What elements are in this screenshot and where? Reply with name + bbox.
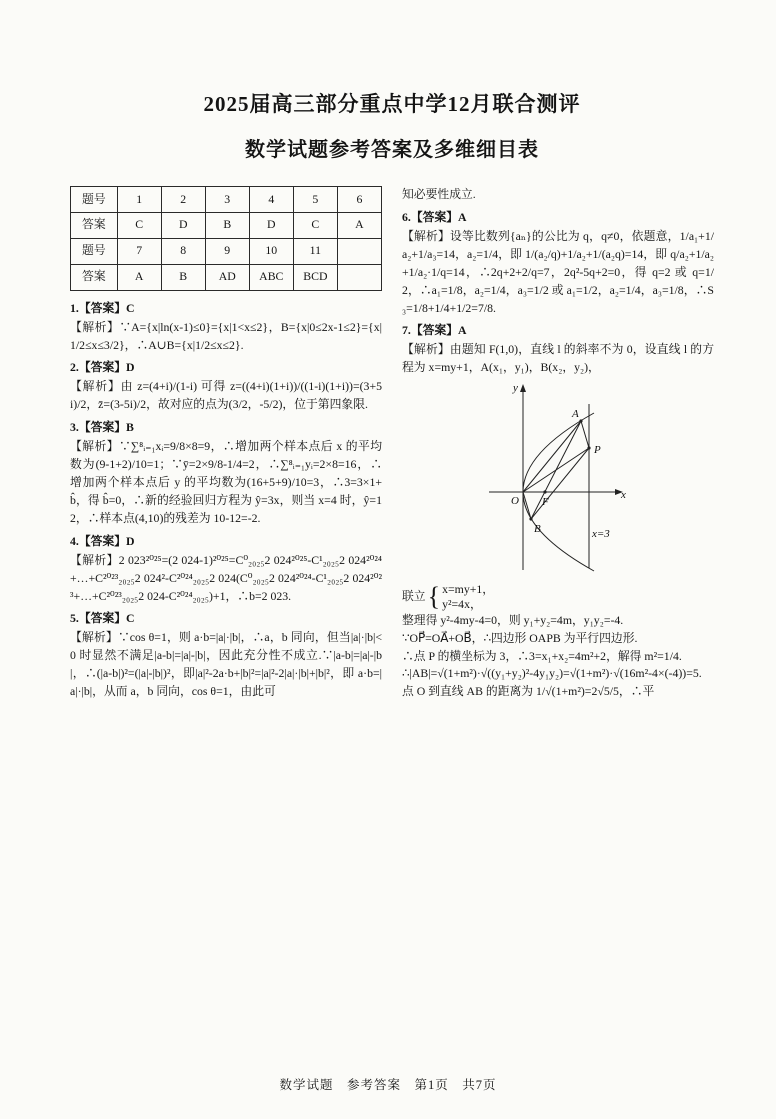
segment-pb [531,448,589,519]
table-cell: 3 [205,187,249,213]
point-a-dot [579,420,582,423]
answer-line: 4.【答案】D [70,533,135,548]
answer-table-row [71,238,382,264]
two-column-layout [70,186,714,701]
point-a-label: A [572,408,579,421]
title-line-1: 2025届高三部分重点中学12月联合测评 [203,92,581,116]
analysis-text: ∵OP⃗=OA⃗+OB⃗，∴四边形 OAPB 为平行四边形. [402,630,638,645]
table-header-cell: 答案 [71,212,118,238]
system-prefix: 联立 [402,588,426,603]
point-p-dot [587,447,590,450]
table-cell: AD [205,264,249,290]
table-cell: 6 [337,187,381,213]
equation-system [402,582,714,629]
parabola-figure [402,380,714,580]
table-cell: 8 [161,238,205,264]
point-p-label: P [594,444,601,457]
analysis-text: 【解析】∵A={x|ln(x-1)≤0}={x|1<x≤2}，B={x|0≤2x-1≤2}={x|1/2≤x≤3/2}，∴A∪B={x|1/2≤x≤2}. [70,319,382,352]
segment-oa [523,421,581,492]
analysis-text: 【解析】由 z=(4+i)/(1-i) 可得 z=((4+i)(1+i))/((1-i)(1+i))=(3+5i)/2，z̄=(3-5i)/2，故对应的点为(3/2，-5/2)，位于第四象限. [70,379,382,412]
table-cell: 1 [117,187,161,213]
y-axis-arrow-icon [520,384,526,392]
table-cell: C [293,212,337,238]
system-equations [442,582,494,611]
answer-table [70,186,382,291]
solution-1 [70,300,382,355]
table-header-cell: 题号 [71,187,118,213]
answer-table-row [71,187,382,213]
table-cell: D [161,212,205,238]
right-column [402,186,714,701]
solution-4 [70,533,382,606]
solution-7 [402,322,714,701]
answer-line: 1.【答案】C [70,300,135,315]
table-cell: 9 [205,238,249,264]
title-line-2: 数学试题参考答案及多维细目表 [245,139,539,161]
analysis-text: 【解析】∵cos θ=1，则 a·b=|a|·|b|，∴a，b 同向，但当|a|·|b|<0 时显然不满足|a-b|=|a|-|b|，因此充分性不成立.∵|a-b|=|a|-|b|，∴(|a-b|)²=(|a|-|b|)²，即|a|²-2a·b+|b|²=|a|²-2|a|·|b|+|b|²，即 a·b=|a|·|b|，从而 a，b 同向，cos θ=1，由此可 [70,630,382,699]
solution-3 [70,419,382,528]
answer-line: 3.【答案】B [70,420,134,435]
table-cell: B [205,212,249,238]
answer-table-row [71,264,382,290]
table-cell: 2 [161,187,205,213]
system-eq2: y²=4x， [442,596,482,611]
analysis-text: 点 O 到直线 AB 的距离为 1/√(1+m²)=2√5/5，∴平 [402,684,655,699]
y-axis-label: y [513,382,518,395]
segment-bo [523,492,531,519]
continuation-text: 知必要性成立. [402,187,476,201]
answer-line: 2.【答案】D [70,360,135,375]
table-cell: A [337,212,381,238]
focus-label: F [542,496,549,509]
table-cell: C [117,212,161,238]
diagonal-op [523,448,589,492]
table-cell: 11 [293,238,337,264]
solution-6 [402,209,714,318]
x-axis-label: x [621,489,626,502]
table-cell [337,238,381,264]
table-cell [337,264,381,290]
table-header-cell: 答案 [71,264,118,290]
analysis-text: 【解析】由题知 F(1,0)，直线 l 的斜率不为 0，设直线 l 的方程为 x=my+1，A(x₁，y₁)，B(x₂，y₂)， [402,342,714,375]
point-b-label: B [534,523,541,536]
vline-label: x=3 [592,528,610,541]
analysis-text: 【解析】设等比数列{aₙ}的公比为 q，q≠0，依题意，1/a₁+1/a₂+1/a₃=14，a₂=1/4，即 1/(a₂/q)+1/a₂+1/(a₂q)=14，即 q/a₂+1/a₂+1/a₂·1/q=14，∴2q+2+2/q=7，2q²-5q+2=0，得 q=2 或 q=1/2，∴a₁=1/8，a₂=1/4，a₃=1/2 或 a₁=1/2，a₂=1/4，a₃=1/8，∴S₃=1/8+1/4+1/2=7/8. [402,228,714,315]
solution-5 [70,610,382,701]
origin-label: O [511,495,519,508]
analysis-text: ∴点 P 的横坐标为 3，∴3=x₁+x₂=4m²+2，解得 m²=1/4. [402,648,682,663]
left-column [70,186,382,701]
table-cell: 5 [293,187,337,213]
page-footer: 数学试题 参考答案 第1页 共7页 [279,1078,497,1092]
table-cell: 10 [249,238,293,264]
focus-f-dot [543,491,546,494]
analysis-text: 【解析】∵∑⁸ᵢ₌₁xᵢ=9/8×8=9，∴增加两个样本点后 x 的平均数为(9-1+2)/10=1；∵ȳ=2×9/8-1/4=2，∴∑⁸ᵢ₌₁yᵢ=2×8=16，∴增加两个样本点后 y 的平均数为(16+5+9)/10=3，∴3=3×1+b̂，得 b̂=0，∴新的经验回归方程为 ŷ=3x，则当 x=4 时，ŷ=12，∴样本点(4,10)的残差为 10-12=-2. [70,439,382,525]
system-suffix: 整理得 y²-4my-4=0，则 y₁+y₂=4m，y₁y₂=-4. [402,612,624,627]
table-header-cell: 题号 [71,238,118,264]
answer-table-row [71,212,382,238]
analysis-text: 【解析】2 023²⁰²⁵=(2 024-1)²⁰²⁵=C⁰₂₀₂₅2 024²⁰²⁵-C¹₂₀₂₅2 024²⁰²⁴+…+C²⁰²³₂₀₂₅2 024²-C²⁰²⁴₂₀₂₅2 024(C⁰₂₀₂₅2 024²⁰²⁴-C¹₂₀₂₅2 024²⁰²³+…+C²⁰²³₂₀₂₅2 024-C²⁰²⁴₂₀₂₅)+1，∴b=2 023. [70,552,382,603]
table-cell: D [249,212,293,238]
analysis-text: ∴|AB|=√(1+m²)·√((y₁+y₂)²-4y₁y₂)=√(1+m²)·√(16m²-4×(-4))=5. [402,666,702,681]
answer-line: 7.【答案】A [402,323,467,338]
table-cell: 7 [117,238,161,264]
table-cell: BCD [293,264,337,290]
table-cell: 4 [249,187,293,213]
system-eq1: x=my+1， [442,582,495,597]
table-cell: B [161,264,205,290]
brace-glyph: { [427,581,441,611]
point-b-dot [529,518,532,521]
answer-line: 6.【答案】A [402,209,467,224]
segment-ap [581,421,589,448]
parabola-figure-svg [479,380,637,580]
solution-2 [70,359,382,414]
table-cell: ABC [249,264,293,290]
table-cell: A [117,264,161,290]
answer-line: 5.【答案】C [70,611,135,626]
